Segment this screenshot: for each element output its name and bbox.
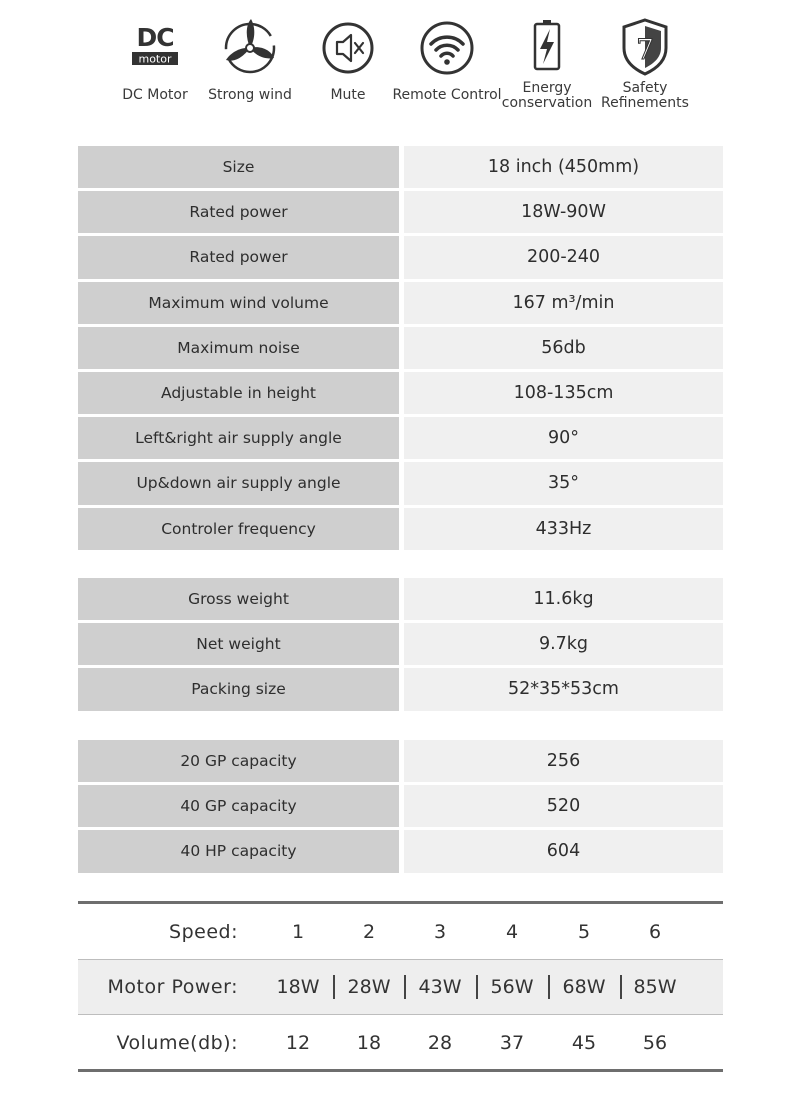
feature-label-line2: conservation xyxy=(501,95,593,111)
feature-remote-control xyxy=(392,12,502,103)
table-row xyxy=(78,739,723,784)
table-row xyxy=(78,784,723,829)
cell-separator xyxy=(476,975,478,999)
cell-separator xyxy=(548,975,550,999)
spec-value: 18 inch (450mm) xyxy=(404,146,723,188)
spec-label: Rated power xyxy=(78,191,399,233)
volume-row-label: Volume(db): xyxy=(116,1032,238,1054)
spec-label: Maximum noise xyxy=(78,327,399,369)
cell-separator xyxy=(333,975,335,999)
feature-label-line1: Energy xyxy=(522,80,572,96)
spec-value: 604 xyxy=(404,830,723,872)
feature-label: DC Motor xyxy=(122,87,188,103)
volume-row xyxy=(78,1015,723,1071)
spec-value: 35° xyxy=(404,462,723,504)
volume-cell: 37 xyxy=(499,1032,525,1054)
spec-label: Left&right air supply angle xyxy=(78,417,399,459)
spec-value: 56db xyxy=(404,327,723,369)
power-cell: 85W xyxy=(633,976,677,998)
table-row xyxy=(78,145,723,190)
power-cell: 68W xyxy=(562,976,606,998)
speed-row-label: Speed: xyxy=(169,921,238,943)
spec-value: 18W-90W xyxy=(404,191,723,233)
feature-label-line1: Safety xyxy=(622,80,668,96)
volume-cell: 18 xyxy=(356,1032,382,1054)
spec-label: Packing size xyxy=(78,668,399,710)
speed-cell: 2 xyxy=(362,921,376,943)
spec-value: 90° xyxy=(404,417,723,459)
spec-value: 52*35*53cm xyxy=(404,668,723,710)
spec-label: Net weight xyxy=(78,623,399,665)
power-cell: 18W xyxy=(276,976,320,998)
table-row xyxy=(78,371,723,416)
speed-row xyxy=(78,904,723,960)
table-row xyxy=(78,281,723,326)
motor-power-row xyxy=(78,959,723,1015)
spec-label: 20 GP capacity xyxy=(78,740,399,782)
table-row xyxy=(78,622,723,667)
feature-icons-row xyxy=(0,0,798,130)
spec-label: Size xyxy=(78,146,399,188)
feature-label: Strong wind xyxy=(208,87,292,103)
motor-power-row-label: Motor Power: xyxy=(107,976,238,998)
spec-value: 11.6kg xyxy=(404,578,723,620)
feature-label: Remote Control xyxy=(392,87,502,103)
spec-table-weight xyxy=(78,577,723,713)
speed-cell: 4 xyxy=(505,921,519,943)
feature-label: Mute xyxy=(330,87,366,103)
speed-cell: 6 xyxy=(648,921,662,943)
cell-separator xyxy=(404,975,406,999)
table-row xyxy=(78,829,723,874)
table-row xyxy=(78,416,723,461)
volume-cell: 45 xyxy=(571,1032,597,1054)
spec-label: Adjustable in height xyxy=(78,372,399,414)
speed-cell: 1 xyxy=(291,921,305,943)
speed-cell: 3 xyxy=(433,921,447,943)
battery-icon xyxy=(512,12,582,82)
shield-icon xyxy=(610,12,680,82)
volume-cell: 56 xyxy=(642,1032,668,1054)
dc-motor-icon xyxy=(120,12,190,82)
spec-label: 40 GP capacity xyxy=(78,785,399,827)
table-row xyxy=(78,326,723,371)
feature-dc-motor xyxy=(100,12,210,103)
volume-cell: 12 xyxy=(285,1032,311,1054)
feature-strong-wind xyxy=(195,12,305,103)
table-row xyxy=(78,190,723,235)
svg-text:motor: motor xyxy=(138,52,172,66)
power-cell: 43W xyxy=(418,976,462,998)
volume-cell: 28 xyxy=(427,1032,453,1054)
speed-table xyxy=(78,901,723,1072)
table-row xyxy=(78,577,723,622)
feature-safety-refinements xyxy=(590,12,700,111)
spec-label: Up&down air supply angle xyxy=(78,462,399,504)
table-row xyxy=(78,667,723,712)
spec-table-container-capacity xyxy=(78,739,723,875)
table-row xyxy=(78,507,723,552)
svg-text:7: 7 xyxy=(636,33,654,66)
fan-icon xyxy=(215,12,285,82)
power-cell: 28W xyxy=(347,976,391,998)
spec-value: 256 xyxy=(404,740,723,782)
spec-value: 520 xyxy=(404,785,723,827)
speed-cell: 5 xyxy=(577,921,591,943)
spec-value: 108-135cm xyxy=(404,372,723,414)
spec-value: 167 m³/min xyxy=(404,282,723,324)
wifi-signal-icon xyxy=(412,12,482,82)
spec-label: 40 HP capacity xyxy=(78,830,399,872)
table-row xyxy=(78,461,723,506)
spec-label: Gross weight xyxy=(78,578,399,620)
feature-label-line2: Refinements xyxy=(601,95,689,111)
spec-label: Rated power xyxy=(78,236,399,278)
spec-value: 200-240 xyxy=(404,236,723,278)
spec-table-main xyxy=(78,145,723,552)
spec-value: 433Hz xyxy=(404,508,723,550)
feature-mute xyxy=(293,12,403,103)
spec-value: 9.7kg xyxy=(404,623,723,665)
svg-text:DC: DC xyxy=(136,23,174,52)
power-cell: 56W xyxy=(490,976,534,998)
feature-energy-conservation xyxy=(492,12,602,111)
spec-label: Controler frequency xyxy=(78,508,399,550)
table-row xyxy=(78,235,723,280)
spec-label: Maximum wind volume xyxy=(78,282,399,324)
mute-speaker-icon xyxy=(313,12,383,82)
